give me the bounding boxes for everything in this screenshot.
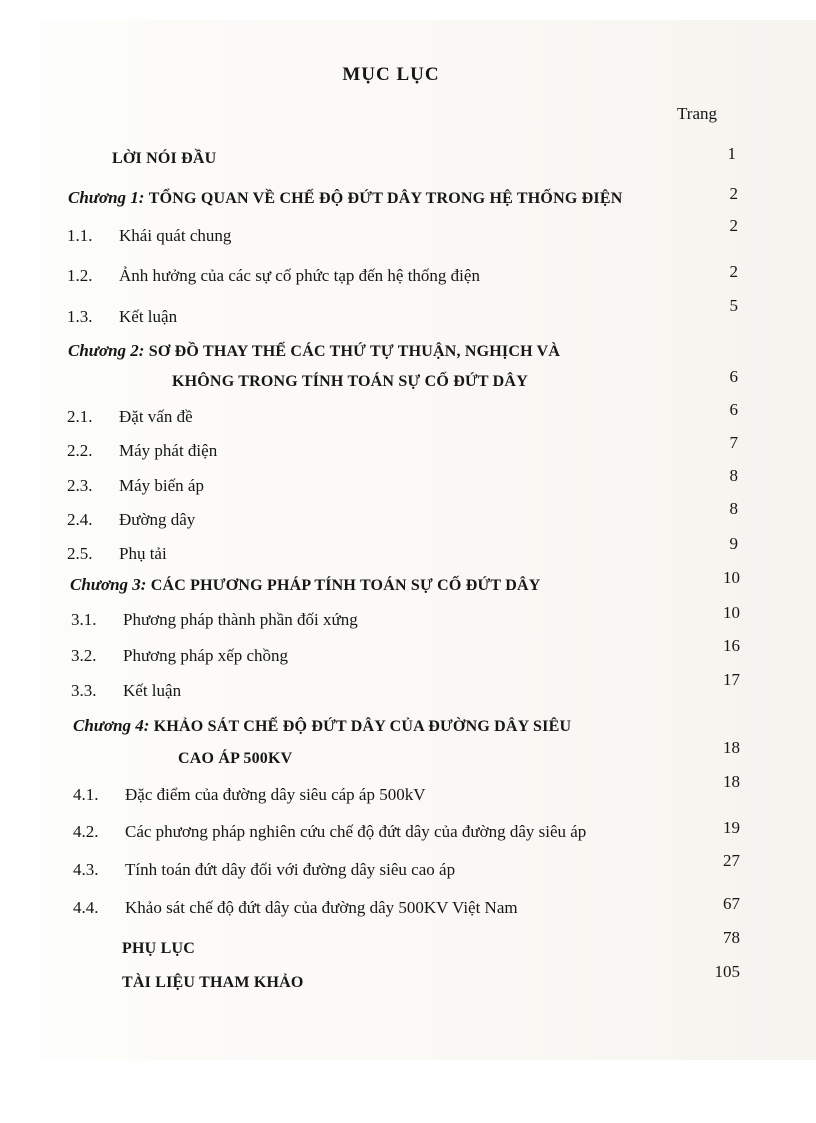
toc-page-number: 2 — [729, 216, 738, 235]
toc-page-number: 6 — [729, 367, 738, 386]
section-number: 3.2. — [71, 646, 97, 665]
section-line — [67, 307, 177, 327]
toc-page-number: 16 — [723, 636, 740, 655]
section-title: Tính toán đứt dây đối với đường dây siêu cao áp — [125, 860, 456, 879]
section-line — [67, 226, 231, 246]
chapter-tag: Chương 4: — [73, 716, 150, 735]
toc-entry-label: PHỤ LỤC — [122, 940, 195, 957]
toc-page-number: 2 — [729, 184, 738, 203]
chapter-title: SƠ ĐỒ THAY THẾ CÁC THỨ TỰ THUẬN, NGHỊCH VÀ — [148, 343, 561, 360]
chapter-heading — [73, 716, 571, 736]
chapter-title-continued: CAO ÁP 500KV — [178, 750, 293, 767]
section-number: 1.1. — [67, 226, 93, 245]
section-line — [73, 860, 455, 880]
chapter-tag: Chương 3: — [70, 575, 147, 594]
section-title: Đường dây — [119, 510, 196, 529]
section-title: Phương pháp thành phần đối xứng — [123, 610, 358, 629]
toc-page-number: 10 — [723, 568, 740, 587]
section-title: Kết luận — [123, 681, 182, 700]
chapter-heading — [70, 575, 540, 595]
section-line — [67, 441, 217, 461]
chapter-tag: Chương 2: — [68, 341, 145, 360]
section-number: 3.3. — [71, 681, 97, 700]
section-number: 1.2. — [67, 266, 93, 285]
section-line — [67, 266, 480, 286]
section-title: Đặc điểm của đường dây siêu cáp áp 500kV — [125, 785, 426, 804]
section-title: Khái quát chung — [119, 226, 232, 245]
toc-page-number: 10 — [723, 603, 740, 622]
toc-entry-label: TÀI LIỆU THAM KHẢO — [122, 974, 304, 991]
toc-page-number: 19 — [723, 818, 740, 837]
section-title: Phụ tải — [119, 544, 167, 563]
chapter-heading — [68, 341, 560, 361]
section-line — [73, 822, 586, 842]
toc-title: MỤC LỤC — [342, 64, 440, 85]
chapter-title: CÁC PHƯƠNG PHÁP TÍNH TOÁN SỰ CỐ ĐỨT DÂY — [150, 577, 541, 594]
section-number: 2.4. — [67, 510, 93, 529]
section-line — [73, 898, 518, 918]
page-column-label: Trang — [677, 104, 717, 123]
toc-page-number: 7 — [729, 433, 738, 452]
section-number: 4.2. — [73, 822, 99, 841]
toc-entry-label: LỜI NÓI ĐẦU — [112, 150, 217, 167]
section-number: 4.1. — [73, 785, 99, 804]
section-number: 2.2. — [67, 441, 93, 460]
section-line — [71, 610, 358, 630]
toc-page-number: 8 — [729, 499, 738, 518]
section-number: 2.5. — [67, 544, 93, 563]
section-title: Máy phát điện — [119, 441, 218, 460]
toc-page-number: 18 — [723, 738, 740, 757]
chapter-tag: Chương 1: — [68, 188, 145, 207]
section-number: 3.1. — [71, 610, 97, 629]
toc-page-number: 6 — [729, 400, 738, 419]
section-line — [71, 681, 181, 701]
toc-page-number: 2 — [729, 262, 738, 281]
toc-page-number: 67 — [723, 894, 740, 913]
toc-page-number: 27 — [723, 851, 740, 870]
toc-page-number: 1 — [727, 144, 736, 163]
section-number: 4.4. — [73, 898, 99, 917]
toc-page-number: 5 — [729, 296, 738, 315]
section-line — [67, 407, 193, 427]
section-title: Đặt vấn đề — [119, 407, 193, 426]
chapter-heading — [68, 188, 622, 208]
section-title: Kết luận — [119, 307, 178, 326]
chapter-title-continued: KHÔNG TRONG TÍNH TOÁN SỰ CỐ ĐỨT DÂY — [172, 373, 528, 390]
toc-page-number: 78 — [723, 928, 740, 947]
section-number: 1.3. — [67, 307, 93, 326]
section-line — [71, 646, 288, 666]
section-number: 2.1. — [67, 407, 93, 426]
section-line — [67, 544, 167, 564]
section-title: Máy biến áp — [119, 476, 204, 495]
section-title: Các phương pháp nghiên cứu chế độ đứt dây của đường dây siêu áp — [125, 822, 587, 841]
section-line — [67, 510, 195, 530]
section-number: 4.3. — [73, 860, 99, 879]
toc-page-number: 18 — [723, 772, 740, 791]
section-line — [73, 785, 426, 805]
section-title: Ảnh hưởng của các sự cố phức tạp đến hệ thống điện — [119, 266, 480, 285]
toc-page-number: 105 — [714, 962, 740, 981]
section-title: Khảo sát chế độ đứt dây của đường dây 500KV Việt Nam — [125, 898, 518, 917]
toc-page-number: 9 — [729, 534, 738, 553]
section-number: 2.3. — [67, 476, 93, 495]
toc-page-number: 8 — [729, 466, 738, 485]
section-line — [67, 476, 204, 496]
toc-page-number: 17 — [723, 670, 740, 689]
chapter-title: TỔNG QUAN VỀ CHẾ ĐỘ ĐỨT DÂY TRONG HỆ THỐNG ĐIỆN — [148, 190, 623, 207]
chapter-title: KHẢO SÁT CHẾ ĐỘ ĐỨT DÂY CỦA ĐƯỜNG DÂY SIÊU — [153, 718, 572, 735]
section-title: Phương pháp xếp chồng — [123, 646, 289, 665]
